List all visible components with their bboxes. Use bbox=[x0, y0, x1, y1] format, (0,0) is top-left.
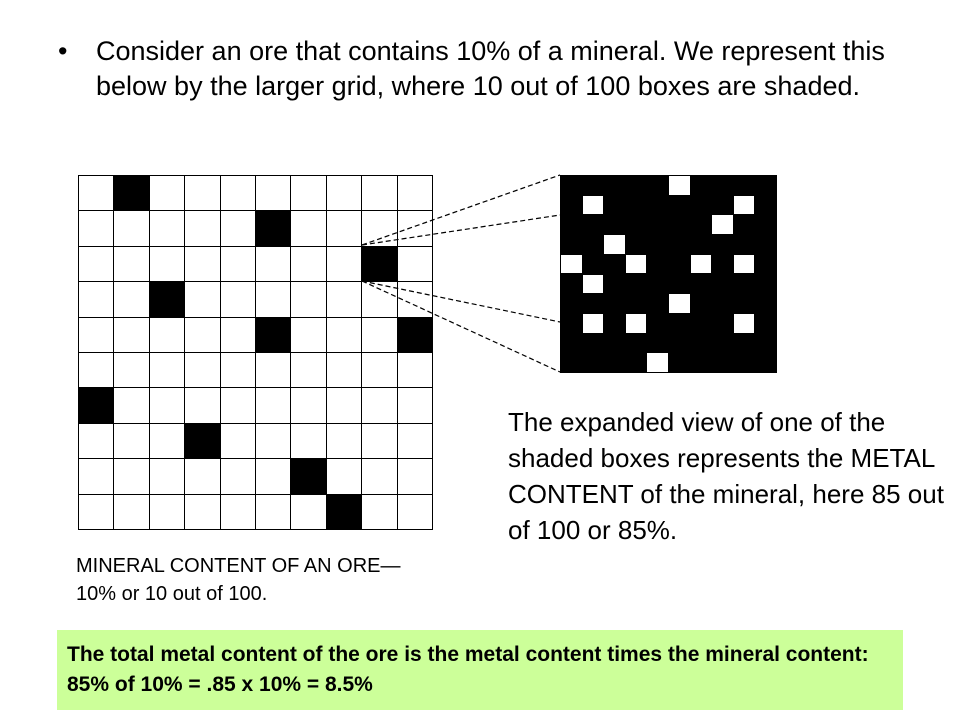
grid-cell bbox=[646, 313, 669, 334]
grid-cell bbox=[184, 175, 220, 211]
grid-cell bbox=[361, 175, 397, 211]
grid-cell bbox=[582, 313, 605, 334]
grid-cell bbox=[184, 458, 220, 494]
grid-cell bbox=[625, 333, 648, 354]
grid-cell bbox=[690, 274, 713, 295]
grid-cell bbox=[625, 175, 648, 196]
grid-cell bbox=[625, 254, 648, 275]
grid-cell bbox=[668, 352, 691, 373]
grid-cell bbox=[603, 274, 626, 295]
grid-cell bbox=[625, 195, 648, 216]
grid-cell bbox=[290, 494, 326, 530]
grid-cell bbox=[690, 175, 713, 196]
grid-cell bbox=[149, 494, 185, 530]
grid-cell bbox=[690, 195, 713, 216]
grid-cell bbox=[220, 175, 256, 211]
grid-cell bbox=[560, 313, 583, 334]
grid-cell bbox=[690, 313, 713, 334]
grid-cell bbox=[754, 234, 777, 255]
grid-cell bbox=[255, 494, 291, 530]
grid-cell bbox=[625, 214, 648, 235]
grid-cell bbox=[754, 214, 777, 235]
grid-cell bbox=[326, 387, 362, 423]
grid-cell bbox=[78, 175, 114, 211]
grid-cell bbox=[255, 458, 291, 494]
grid-cell bbox=[690, 234, 713, 255]
grid-cell bbox=[113, 494, 149, 530]
grid-cell bbox=[668, 333, 691, 354]
grid-cell bbox=[690, 214, 713, 235]
grid-cell bbox=[733, 254, 756, 275]
grid-cell bbox=[711, 214, 734, 235]
grid-cell bbox=[397, 210, 433, 246]
grid-cell bbox=[646, 195, 669, 216]
grid-cell bbox=[711, 175, 734, 196]
grid-cell bbox=[361, 494, 397, 530]
grid-cell bbox=[668, 195, 691, 216]
grid-cell bbox=[184, 387, 220, 423]
grid-cell bbox=[326, 458, 362, 494]
grid-cell bbox=[220, 423, 256, 459]
grid-cell bbox=[361, 352, 397, 388]
grid-cell bbox=[255, 281, 291, 317]
grid-cell bbox=[646, 214, 669, 235]
grid-cell bbox=[78, 210, 114, 246]
summary-text: The total metal content of the ore is the metal content times the mineral content: 85% of 10% = .85 x 10% = 8.5% bbox=[67, 643, 869, 696]
grid-cell bbox=[560, 352, 583, 373]
grid-cell bbox=[711, 293, 734, 314]
grid-cell bbox=[220, 210, 256, 246]
grid-cell bbox=[78, 494, 114, 530]
metal-content-caption: The expanded view of one of the shaded boxes represents the METAL CONTENT of the mineral, here 85 out of 100 or 85%. bbox=[508, 407, 944, 545]
grid-cell bbox=[397, 175, 433, 211]
grid-cell bbox=[220, 281, 256, 317]
grid-cell bbox=[582, 175, 605, 196]
grid-cell bbox=[690, 254, 713, 275]
grid-cell bbox=[290, 317, 326, 353]
grid-cell bbox=[733, 333, 756, 354]
grid-cell bbox=[603, 214, 626, 235]
grid-cell bbox=[711, 254, 734, 275]
grid-cell bbox=[582, 214, 605, 235]
grid-cell bbox=[149, 352, 185, 388]
grid-cell bbox=[733, 175, 756, 196]
grid-cell bbox=[78, 281, 114, 317]
grid-cell bbox=[754, 352, 777, 373]
grid-cell bbox=[603, 352, 626, 373]
grid-cell bbox=[646, 274, 669, 295]
grid-cell bbox=[290, 458, 326, 494]
grid-cell bbox=[733, 234, 756, 255]
grid-cell bbox=[603, 175, 626, 196]
grid-cell bbox=[397, 494, 433, 530]
grid-cell bbox=[149, 175, 185, 211]
grid-cell bbox=[711, 352, 734, 373]
grid-cell bbox=[149, 458, 185, 494]
grid-cell bbox=[668, 214, 691, 235]
grid-cell bbox=[711, 195, 734, 216]
grid-cell bbox=[733, 195, 756, 216]
grid-cell bbox=[113, 281, 149, 317]
grid-cell bbox=[733, 293, 756, 314]
grid-cell bbox=[668, 274, 691, 295]
grid-cell bbox=[113, 210, 149, 246]
grid-cell bbox=[220, 246, 256, 282]
grid-cell bbox=[184, 352, 220, 388]
grid-cell bbox=[560, 274, 583, 295]
grid-cell bbox=[149, 317, 185, 353]
bullet-symbol: • bbox=[58, 36, 68, 66]
grid-cell bbox=[220, 458, 256, 494]
grid-cell bbox=[603, 195, 626, 216]
grid-cell bbox=[255, 387, 291, 423]
mineral-content-caption: MINERAL CONTENT OF AN ORE—10% or 10 out of 100. bbox=[76, 555, 401, 605]
grid-cell bbox=[113, 317, 149, 353]
grid-cell bbox=[326, 175, 362, 211]
grid-cell bbox=[184, 317, 220, 353]
grid-cell bbox=[361, 423, 397, 459]
grid-cell bbox=[290, 352, 326, 388]
grid-cell bbox=[754, 313, 777, 334]
grid-cell bbox=[255, 246, 291, 282]
grid-cell bbox=[361, 458, 397, 494]
grid-cell bbox=[326, 494, 362, 530]
bullet-text: Consider an ore that contains 10% of a mineral. We represent this below by the larger grid, where 10 out of 100 boxes are shaded. bbox=[96, 36, 885, 101]
grid-cell bbox=[113, 352, 149, 388]
grid-cell bbox=[255, 175, 291, 211]
grid-cell bbox=[646, 175, 669, 196]
grid-cell bbox=[625, 352, 648, 373]
grid-cell bbox=[668, 234, 691, 255]
grid-cell bbox=[646, 333, 669, 354]
grid-cell bbox=[733, 274, 756, 295]
grid-cell bbox=[361, 281, 397, 317]
grid-cell bbox=[582, 234, 605, 255]
grid-cell bbox=[754, 293, 777, 314]
grid-cell bbox=[326, 423, 362, 459]
grid-cell bbox=[184, 281, 220, 317]
grid-cell bbox=[361, 317, 397, 353]
grid-cell bbox=[220, 317, 256, 353]
grid-cell bbox=[113, 175, 149, 211]
metal-content-grid bbox=[560, 175, 777, 373]
grid-cell bbox=[397, 352, 433, 388]
grid-cell bbox=[113, 423, 149, 459]
grid-cell bbox=[646, 293, 669, 314]
grid-cell bbox=[646, 254, 669, 275]
grid-cell bbox=[733, 313, 756, 334]
grid-cell bbox=[733, 214, 756, 235]
grid-cell bbox=[113, 246, 149, 282]
grid-cell bbox=[149, 246, 185, 282]
grid-cell bbox=[326, 210, 362, 246]
grid-cell bbox=[361, 246, 397, 282]
grid-cell bbox=[711, 313, 734, 334]
grid-cell bbox=[603, 313, 626, 334]
grid-cell bbox=[625, 274, 648, 295]
grid-cell bbox=[668, 175, 691, 196]
grid-cell bbox=[603, 333, 626, 354]
grid-cell bbox=[582, 293, 605, 314]
grid-cell bbox=[560, 333, 583, 354]
grid-cell bbox=[255, 423, 291, 459]
grid-cell bbox=[290, 246, 326, 282]
grid-cell bbox=[78, 423, 114, 459]
grid-cell bbox=[646, 352, 669, 373]
grid-cell bbox=[78, 352, 114, 388]
grid-cell bbox=[326, 246, 362, 282]
grid-cell bbox=[149, 281, 185, 317]
grid-cell bbox=[646, 234, 669, 255]
grid-cell bbox=[582, 352, 605, 373]
grid-cell bbox=[690, 293, 713, 314]
grid-cell bbox=[78, 317, 114, 353]
grid-cell bbox=[625, 293, 648, 314]
bullet-paragraph bbox=[58, 34, 938, 104]
grid-cell bbox=[690, 333, 713, 354]
mineral-content-grid bbox=[78, 175, 433, 530]
grid-cell bbox=[754, 195, 777, 216]
grid-cell bbox=[149, 423, 185, 459]
grid-cell bbox=[78, 387, 114, 423]
grid-cell bbox=[668, 293, 691, 314]
grid-cell bbox=[397, 423, 433, 459]
grid-cell bbox=[560, 254, 583, 275]
grid-cell bbox=[326, 317, 362, 353]
grid-cell bbox=[754, 333, 777, 354]
grid-cell bbox=[113, 458, 149, 494]
grid-cell bbox=[78, 246, 114, 282]
grid-cell bbox=[184, 246, 220, 282]
grid-cell bbox=[560, 214, 583, 235]
grid-cell bbox=[754, 274, 777, 295]
grid-cell bbox=[582, 254, 605, 275]
grid-cell bbox=[290, 210, 326, 246]
grid-cell bbox=[582, 333, 605, 354]
grid-cell bbox=[149, 210, 185, 246]
grid-cell bbox=[220, 387, 256, 423]
grid-cell bbox=[220, 494, 256, 530]
grid-cell bbox=[582, 274, 605, 295]
grid-cell bbox=[255, 352, 291, 388]
grid-cell bbox=[290, 175, 326, 211]
grid-cell bbox=[113, 387, 149, 423]
grid-cell bbox=[754, 175, 777, 196]
grid-cell bbox=[290, 281, 326, 317]
grid-cell bbox=[603, 293, 626, 314]
grid-cell bbox=[255, 210, 291, 246]
grid-cell bbox=[78, 458, 114, 494]
grid-cell bbox=[397, 281, 433, 317]
summary-box bbox=[57, 630, 903, 710]
grid-cell bbox=[326, 281, 362, 317]
grid-cell bbox=[668, 254, 691, 275]
grid-cell bbox=[711, 274, 734, 295]
grid-cell bbox=[220, 352, 256, 388]
grid-cell bbox=[711, 234, 734, 255]
grid-cell bbox=[560, 293, 583, 314]
grid-cell bbox=[149, 387, 185, 423]
grid-cell bbox=[397, 458, 433, 494]
grid-cell bbox=[397, 246, 433, 282]
grid-cell bbox=[326, 352, 362, 388]
grid-cell bbox=[733, 352, 756, 373]
grid-cell bbox=[184, 210, 220, 246]
grid-cell bbox=[184, 494, 220, 530]
grid-cell bbox=[290, 387, 326, 423]
grid-cell bbox=[754, 254, 777, 275]
grid-cell bbox=[184, 423, 220, 459]
grid-cell bbox=[603, 254, 626, 275]
grid-cell bbox=[711, 333, 734, 354]
grid-cell bbox=[397, 387, 433, 423]
grid-cell bbox=[255, 317, 291, 353]
grid-cell bbox=[625, 313, 648, 334]
grid-cell bbox=[560, 195, 583, 216]
grid-cell bbox=[603, 234, 626, 255]
grid-cell bbox=[560, 234, 583, 255]
grid-cell bbox=[361, 387, 397, 423]
grid-cell bbox=[625, 234, 648, 255]
grid-cell bbox=[690, 352, 713, 373]
grid-cell bbox=[361, 210, 397, 246]
grid-cell bbox=[560, 175, 583, 196]
grid-cell bbox=[290, 423, 326, 459]
grid-cell bbox=[582, 195, 605, 216]
grid-cell bbox=[668, 313, 691, 334]
grid-cell bbox=[397, 317, 433, 353]
